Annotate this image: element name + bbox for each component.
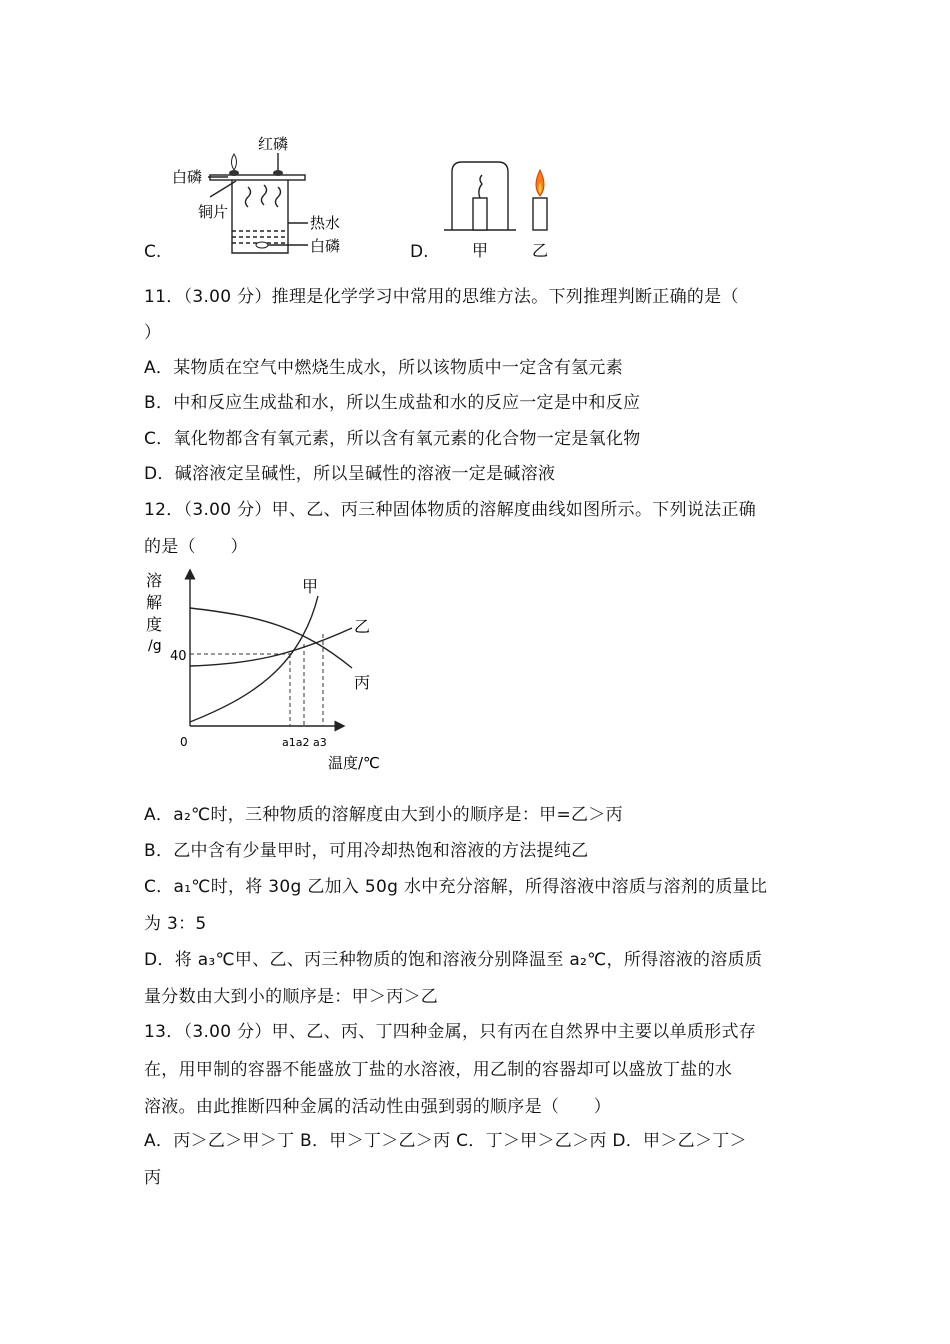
q12-option-d-line-2: 量分数由大到小的顺序是：甲＞丙＞乙	[144, 987, 439, 1007]
q12-option-d-line-1: D．将 a₃℃甲、乙、丙三种物质的饱和溶液分别降温至 a₂℃，所得溶液的溶质质	[144, 950, 763, 970]
xlabel: 温度/℃	[328, 754, 380, 772]
curve-yi	[190, 628, 352, 666]
q11-option-c: C．氧化物都含有氧元素，所以含有氧元素的化合物一定是氧化物	[144, 429, 641, 449]
q12-option-a: A．a₂℃时，三种物质的溶解度由大到小的顺序是：甲=乙＞丙	[144, 805, 623, 825]
q11-option-d: D．碱溶液定呈碱性，所以呈碱性的溶液一定是碱溶液	[144, 464, 556, 484]
q13-options-line-1: A．丙＞乙＞甲＞丁 B．甲＞丁＞乙＞丙 C．丁＞甲＞乙＞丙 D．甲＞乙＞丁＞	[144, 1131, 747, 1151]
q12-option-c-line-2: 为 3：5	[144, 914, 207, 934]
option-c-label: C.	[144, 242, 162, 262]
q13-stem-line-3: 溶液。由此推断四种金属的活动性由强到弱的顺序是（ ）	[144, 1097, 612, 1117]
label-copper-sheet: 铜片	[198, 203, 229, 221]
ylabel-3: 度	[146, 615, 163, 634]
label-white-phosphorus-top: 白磷	[172, 168, 203, 186]
label-red-phosphorus: 红磷	[258, 135, 289, 153]
curve-jia	[190, 596, 318, 722]
q11-stem-line-2: ）	[144, 323, 162, 343]
x-ticks-a: a1a2 a3	[282, 736, 327, 749]
curve-label-bing: 丙	[354, 673, 371, 692]
option-d-label: D.	[410, 242, 429, 262]
q11-option-b: B．中和反应生成盐和水，所以生成盐和水的反应一定是中和反应	[144, 393, 641, 413]
q12-option-b: B．乙中含有少量甲时，可用冷却热饱和溶液的方法提纯乙	[144, 841, 589, 861]
q13-stem-line-2: 在，用甲制的容器不能盛放丁盐的水溶液，用乙制的容器却可以盛放丁盐的水	[144, 1060, 733, 1080]
q13-options-line-2: 丙	[144, 1168, 162, 1188]
curve-label-jia: 甲	[302, 577, 319, 596]
solubility-curve-chart	[140, 568, 390, 778]
ylabel-4: /g	[148, 638, 162, 654]
q11-option-a: A．某物质在空气中燃烧生成水，所以该物质中一定含有氢元素	[144, 358, 624, 378]
candle-figure	[440, 158, 570, 268]
ylabel-2: 解	[146, 593, 163, 612]
q12-stem-line-1: 12．（3.00 分）甲、乙、丙三种固体物质的溶解度曲线如图所示。下列说法正确	[144, 500, 757, 520]
curve-label-yi: 乙	[354, 617, 371, 636]
q13-stem-line-1: 13．（3.00 分）甲、乙、丙、丁四种金属，只有丙在自然界中主要以单质形式存	[144, 1022, 757, 1042]
label-yi: 乙	[532, 241, 549, 260]
origin-label: 0	[180, 735, 188, 749]
label-white-phosphorus-bottom: 白磷	[310, 237, 341, 255]
label-hot-water: 热水	[310, 214, 341, 232]
y-tick-40: 40	[170, 649, 187, 664]
q11-stem-line-1: 11．（3.00 分）推理是化学学习中常用的思维方法。下列推理判断正确的是（	[144, 287, 739, 307]
q12-stem-line-2: 的是（ ）	[144, 537, 248, 557]
combustion-apparatus-figure	[170, 135, 370, 265]
label-jia: 甲	[472, 241, 489, 260]
ylabel-1: 溶	[146, 571, 163, 590]
q12-option-c-line-1: C．a₁℃时，将 30g 乙加入 50g 水中充分溶解，所得溶液中溶质与溶剂的质量比	[144, 877, 768, 897]
